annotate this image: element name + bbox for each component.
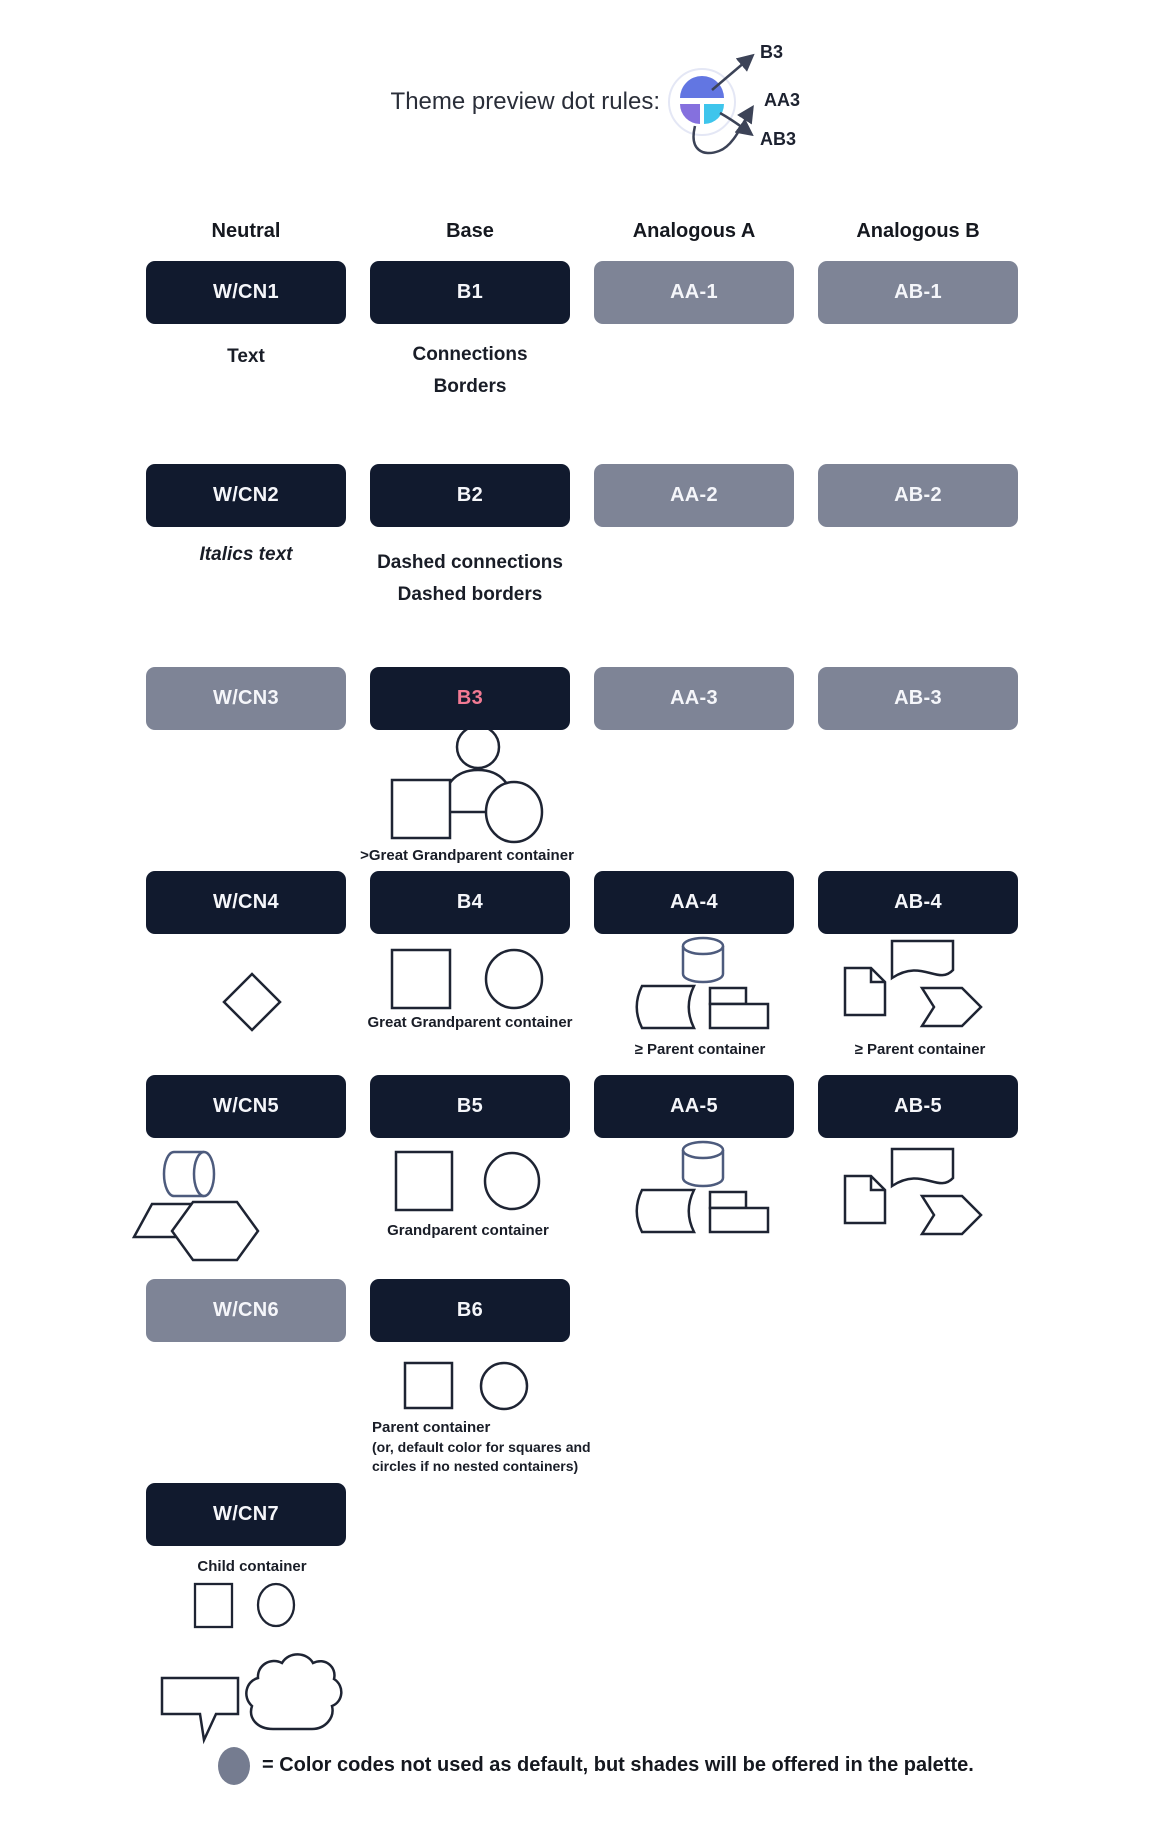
caption-b1-line2: Borders xyxy=(433,376,507,397)
pill-wcn2: W/CN2 xyxy=(146,464,346,527)
circle-shape-child xyxy=(258,1584,294,1626)
pill-b5: B5 xyxy=(370,1075,570,1138)
arrow-to-aa3 xyxy=(694,108,752,153)
dot-rule-arrows xyxy=(694,56,752,153)
pill-ab2: AB-2 xyxy=(818,464,1018,527)
pill-wcn6: W/CN6 xyxy=(146,1279,346,1342)
circle-shape-b4 xyxy=(486,950,542,1008)
column-header-analogous-a: Analogous A xyxy=(632,220,756,242)
pill-aa1: AA-1 xyxy=(594,261,794,324)
square-shape-b4 xyxy=(392,950,450,1008)
pill-ab4: AB-4 xyxy=(818,871,1018,934)
pill-wcn7: W/CN7 xyxy=(146,1483,346,1546)
caption-b2-line1: Dashed connections xyxy=(377,552,563,573)
square-shape-b6 xyxy=(405,1363,452,1408)
theme-preview-dot-icon xyxy=(669,69,735,135)
square-shape-b5 xyxy=(396,1152,452,1210)
caption-ab4: ≥ Parent container xyxy=(854,1041,986,1058)
column-header-analogous-b: Analogous B xyxy=(856,220,980,242)
dot-label-aa3: AA3 xyxy=(764,90,801,110)
legend-dot xyxy=(218,1747,250,1785)
caption-wcn2: Italics text xyxy=(199,544,293,565)
caption-b1-line1: Connections xyxy=(412,344,528,365)
caption-aa4: ≥ Parent container xyxy=(634,1041,766,1058)
circle-shape-b6 xyxy=(481,1363,527,1409)
speech-bubble-shape xyxy=(162,1678,238,1740)
caption-b2-line2: Dashed borders xyxy=(397,584,543,605)
caption-b6-line1: Parent container xyxy=(372,1419,491,1436)
column-header-base: Base xyxy=(446,220,494,242)
dot-label-ab3: AB3 xyxy=(760,129,797,149)
caption-b4: Great Grandparent container xyxy=(367,1014,573,1031)
caption-b6-line2: (or, default color for squares and xyxy=(372,1439,591,1455)
caption-b3: >Great Grandparent container xyxy=(360,847,574,864)
caption-wcn7: Child container xyxy=(197,1558,307,1575)
parallelogram-shape xyxy=(134,1204,206,1237)
pill-wcn5: W/CN5 xyxy=(146,1075,346,1138)
ab5-document-page-chevron-icons xyxy=(845,1149,981,1234)
square-shape-child xyxy=(195,1584,232,1627)
pill-ab3: AB-3 xyxy=(818,667,1018,730)
person-icon xyxy=(442,726,514,812)
horizontal-cylinder-icon xyxy=(164,1152,214,1196)
pill-aa5: AA-5 xyxy=(594,1075,794,1138)
pill-aa3: AA-3 xyxy=(594,667,794,730)
pill-wcn3: W/CN3 xyxy=(146,667,346,730)
circle-shape-b3 xyxy=(486,782,542,842)
legend-text: = Color codes not used as default, but shades will be offered in the palette. xyxy=(262,1754,974,1776)
caption-b6-line3: circles if no nested containers) xyxy=(372,1458,579,1474)
aa4-cylinder-storeddata-folder-icons xyxy=(637,938,768,1028)
circle-shape-b5 xyxy=(485,1153,539,1209)
diamond-shape xyxy=(224,974,280,1030)
pill-b1: B1 xyxy=(370,261,570,324)
pill-b2: B2 xyxy=(370,464,570,527)
pill-aa4: AA-4 xyxy=(594,871,794,934)
dot-label-b3: B3 xyxy=(760,42,784,62)
arrow-to-ab3 xyxy=(720,113,751,134)
pill-ab5: AB-5 xyxy=(818,1075,1018,1138)
caption-wcn1: Text xyxy=(227,346,265,367)
pill-aa2: AA-2 xyxy=(594,464,794,527)
column-header-neutral: Neutral xyxy=(211,220,281,242)
pill-b4: B4 xyxy=(370,871,570,934)
pill-ab1: AB-1 xyxy=(818,261,1018,324)
ab4-document-page-chevron-icons xyxy=(845,941,981,1026)
square-shape-b3 xyxy=(392,780,450,838)
cloud-shape xyxy=(246,1654,341,1729)
page-title: Theme preview dot rules: xyxy=(390,88,660,115)
caption-b5: Grandparent container xyxy=(387,1222,549,1239)
hexagon-shape xyxy=(172,1202,258,1260)
pill-wcn1: W/CN1 xyxy=(146,261,346,324)
pill-b3: B3 xyxy=(370,667,570,730)
pill-wcn4: W/CN4 xyxy=(146,871,346,934)
aa5-cylinder-storeddata-folder-icons xyxy=(637,1142,768,1232)
arrow-to-b3 xyxy=(712,56,752,90)
pill-b6: B6 xyxy=(370,1279,570,1342)
